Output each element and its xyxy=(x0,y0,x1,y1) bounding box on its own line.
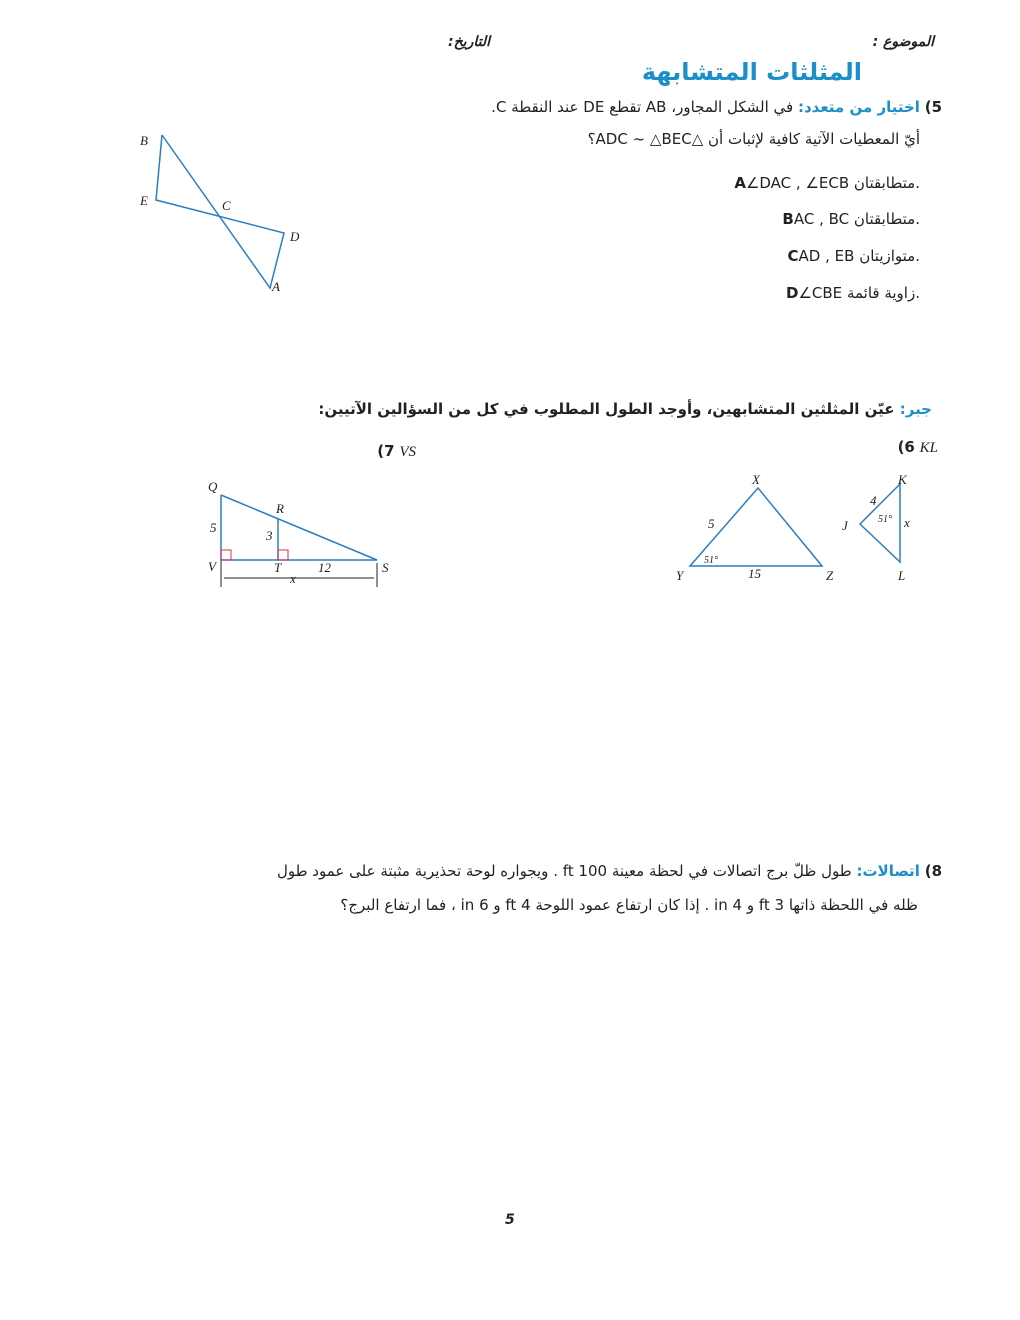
svg-text:T: T xyxy=(274,560,282,575)
svg-text:Z: Z xyxy=(826,568,834,583)
svg-text:A: A xyxy=(272,279,280,294)
svg-text:51°: 51° xyxy=(878,514,892,525)
svg-text:15: 15 xyxy=(748,566,761,581)
svg-text:Y: Y xyxy=(676,568,684,583)
svg-text:x: x xyxy=(290,571,296,586)
svg-text:Q: Q xyxy=(208,479,218,494)
svg-text:B: B xyxy=(140,133,148,148)
q8-line2: ظله في اللحظة ذاتها 3 ft و 4 in . إذا كان ارتفاع عمود اللوحة 4 ft و 6 in ، فما ارتفاع البرج؟ xyxy=(340,896,918,914)
svg-text:E: E xyxy=(140,193,148,208)
svg-text:4: 4 xyxy=(870,493,877,508)
svg-text:R: R xyxy=(276,501,284,516)
q5-option-b: BAC , BC متطابقتان. xyxy=(782,210,920,228)
svg-text:51°: 51° xyxy=(704,555,718,566)
svg-text:5: 5 xyxy=(708,516,715,531)
q5-figure xyxy=(130,125,320,300)
q5-option-a: A∠DAC , ∠ECB متطابقتان. xyxy=(734,174,920,192)
page-number: 5 xyxy=(505,1212,515,1228)
q6-figure xyxy=(670,470,930,590)
q5-label: اختيار من متعدد: xyxy=(797,98,920,116)
svg-text:K: K xyxy=(898,472,907,487)
svg-text:L: L xyxy=(898,568,906,583)
svg-text:12: 12 xyxy=(318,560,331,575)
q8-line1: 8) اتصالات: طول ظلّ برج اتصالات في لحظة معينة 100 ft . ويجواره لوحة تحذيرية مثبتة على عمود طول xyxy=(276,862,942,880)
svg-text:C: C xyxy=(222,198,231,213)
q5-number: 5) xyxy=(924,98,942,116)
svg-text:X: X xyxy=(752,472,760,487)
page-title: المثلثات المتشابهة xyxy=(641,58,862,86)
svg-text:D: D xyxy=(290,229,300,244)
svg-text:3: 3 xyxy=(266,528,273,543)
algebra-instruction: جبر: عيّن المثلثين المتشابهين، وأوجد الطول المطلوب في كل من السؤالين الآتيين: xyxy=(318,400,932,418)
q7-heading: (7 VS xyxy=(377,442,416,460)
svg-text:x: x xyxy=(904,515,910,530)
q7-figure xyxy=(200,475,410,595)
svg-text:V: V xyxy=(208,559,216,574)
q5-option-c: CAD , EB متوازيتان. xyxy=(787,247,920,265)
subject-label: الموضوع : xyxy=(872,34,934,50)
svg-text:5: 5 xyxy=(210,520,217,535)
q5-text: في الشكل المجاور، AB تقطع DE عند النقطة C. xyxy=(491,98,794,116)
svg-text:S: S xyxy=(382,560,389,575)
q6-heading: (6 KL xyxy=(897,438,938,456)
svg-text:J: J xyxy=(842,518,848,533)
q5-line2: أيّ المعطيات الآتية كافية لإثبات أن △ADC ~ △BEC؟ xyxy=(587,130,920,148)
q5-option-d: D∠CBE زاوية قائمة. xyxy=(786,284,920,302)
q5-line1 xyxy=(491,98,942,116)
date-label: التاريخ: xyxy=(448,34,490,50)
